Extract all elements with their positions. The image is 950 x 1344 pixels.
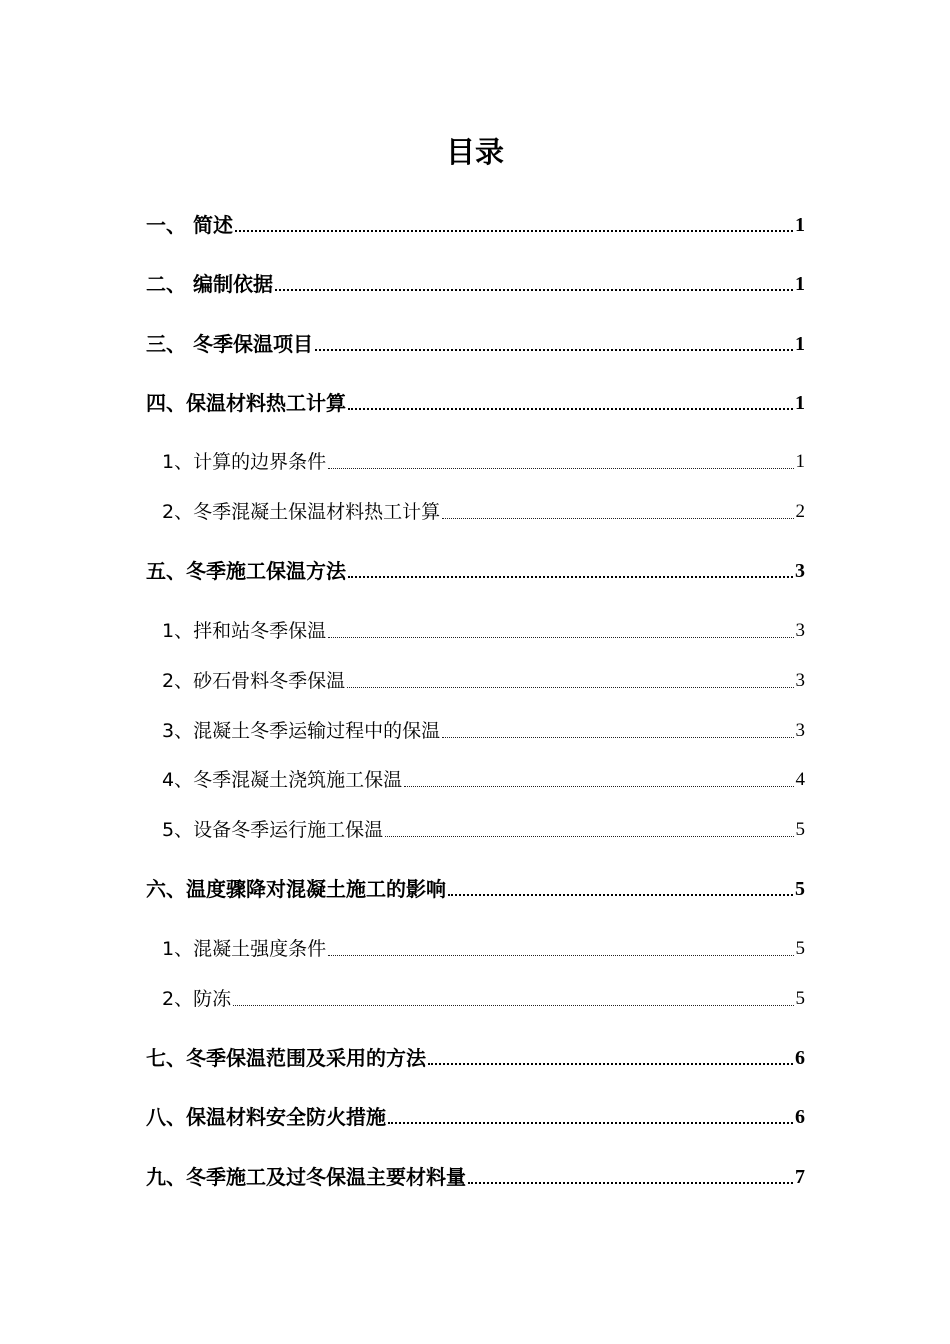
toc-entry-label: 1、混凝土强度条件 [162,938,327,960]
toc-entry-label: 2、冬季混凝土保温材料热工计算 [162,501,441,523]
toc-dot-leader [442,737,793,738]
toc-entry-section[interactable] [146,210,805,240]
toc-dot-leader [315,349,793,351]
toc-entry-section[interactable] [146,1043,805,1073]
toc-entry-section[interactable] [146,556,805,586]
toc-dot-leader [348,408,793,410]
toc-entry-label: 2、防冻 [162,988,232,1010]
toc-entry-label: 五、冬季施工保温方法 [146,559,346,583]
toc-entry-label: 六、温度骤降对混凝土施工的影响 [146,877,446,901]
toc-entry-subsection[interactable] [162,716,805,746]
toc-entry-subsection[interactable] [162,616,805,646]
toc-entry-subsection[interactable] [162,765,805,795]
toc-entry-section[interactable] [146,388,805,418]
toc-entry-label: 四、保温材料热工计算 [146,391,346,415]
toc-entry-label: 1、计算的边界条件 [162,451,327,473]
toc-entry-section[interactable] [146,874,805,904]
toc-entry-label: 七、冬季保温范围及采用的方法 [146,1046,426,1070]
toc-entry-label: 4、冬季混凝土浇筑施工保温 [162,769,403,791]
toc-page-number: 5 [795,819,805,840]
toc-page-number: 1 [795,392,805,414]
toc-entry-label: 二、 编制依据 [146,272,273,296]
toc-page-number: 6 [795,1106,805,1128]
toc-page-number: 3 [795,620,805,641]
toc-page-number: 3 [795,670,805,691]
toc-entry-section[interactable] [146,329,805,359]
toc-page-number: 5 [795,938,805,959]
toc-dot-leader [328,955,793,956]
toc-dot-leader [388,1122,793,1124]
toc-dot-leader [385,836,793,837]
toc-dot-leader [347,687,793,688]
toc-entry-label: 5、设备冬季运行施工保温 [162,819,384,841]
toc-entry-subsection[interactable] [162,447,805,477]
toc-entry-subsection[interactable] [162,666,805,696]
toc-entry-label: 2、砂石骨料冬季保温 [162,670,346,692]
toc-dot-leader [404,786,793,787]
toc-dot-leader [428,1063,793,1065]
toc-dot-leader [448,894,793,896]
toc-page-number: 2 [795,501,805,522]
toc-page-number: 5 [795,988,805,1009]
toc-dot-leader [442,518,793,519]
toc-entry-section[interactable] [146,269,805,299]
toc-page-number: 5 [795,878,805,900]
page-title: 目录 [445,135,504,169]
toc-page-number: 1 [795,333,805,355]
toc-entry-label: 三、 冬季保温项目 [146,332,313,356]
toc-dot-leader [328,468,793,469]
toc-entry-subsection[interactable] [162,984,805,1014]
toc-page-number: 1 [795,451,805,472]
toc-dot-leader [235,230,793,232]
toc-entry-label: 九、冬季施工及过冬保温主要材料量 [146,1165,466,1189]
toc-entry-label: 一、 简述 [146,213,233,237]
toc-entry-subsection[interactable] [162,934,805,964]
toc-entry-section[interactable] [146,1162,805,1192]
toc-dot-leader [328,637,793,638]
toc-entry-subsection[interactable] [162,815,805,845]
toc-page-number: 3 [795,560,805,582]
toc-dot-leader [468,1182,793,1184]
toc-dot-leader [233,1005,793,1006]
toc-page-number: 7 [795,1166,805,1188]
toc-dot-leader [275,289,793,291]
toc-page-number: 4 [795,769,805,790]
toc-entry-label: 3、混凝土冬季运输过程中的保温 [162,720,441,742]
toc-page-number: 1 [795,273,805,295]
toc-entry-label: 1、拌和站冬季保温 [162,620,327,642]
toc-entry-section[interactable] [146,1102,805,1132]
toc-page-number: 1 [795,214,805,236]
toc-page-number: 6 [795,1047,805,1069]
toc-page-number: 3 [795,720,805,741]
toc-entry-subsection[interactable] [162,497,805,527]
toc-entry-label: 八、保温材料安全防火措施 [146,1105,386,1129]
toc-dot-leader [348,576,793,578]
